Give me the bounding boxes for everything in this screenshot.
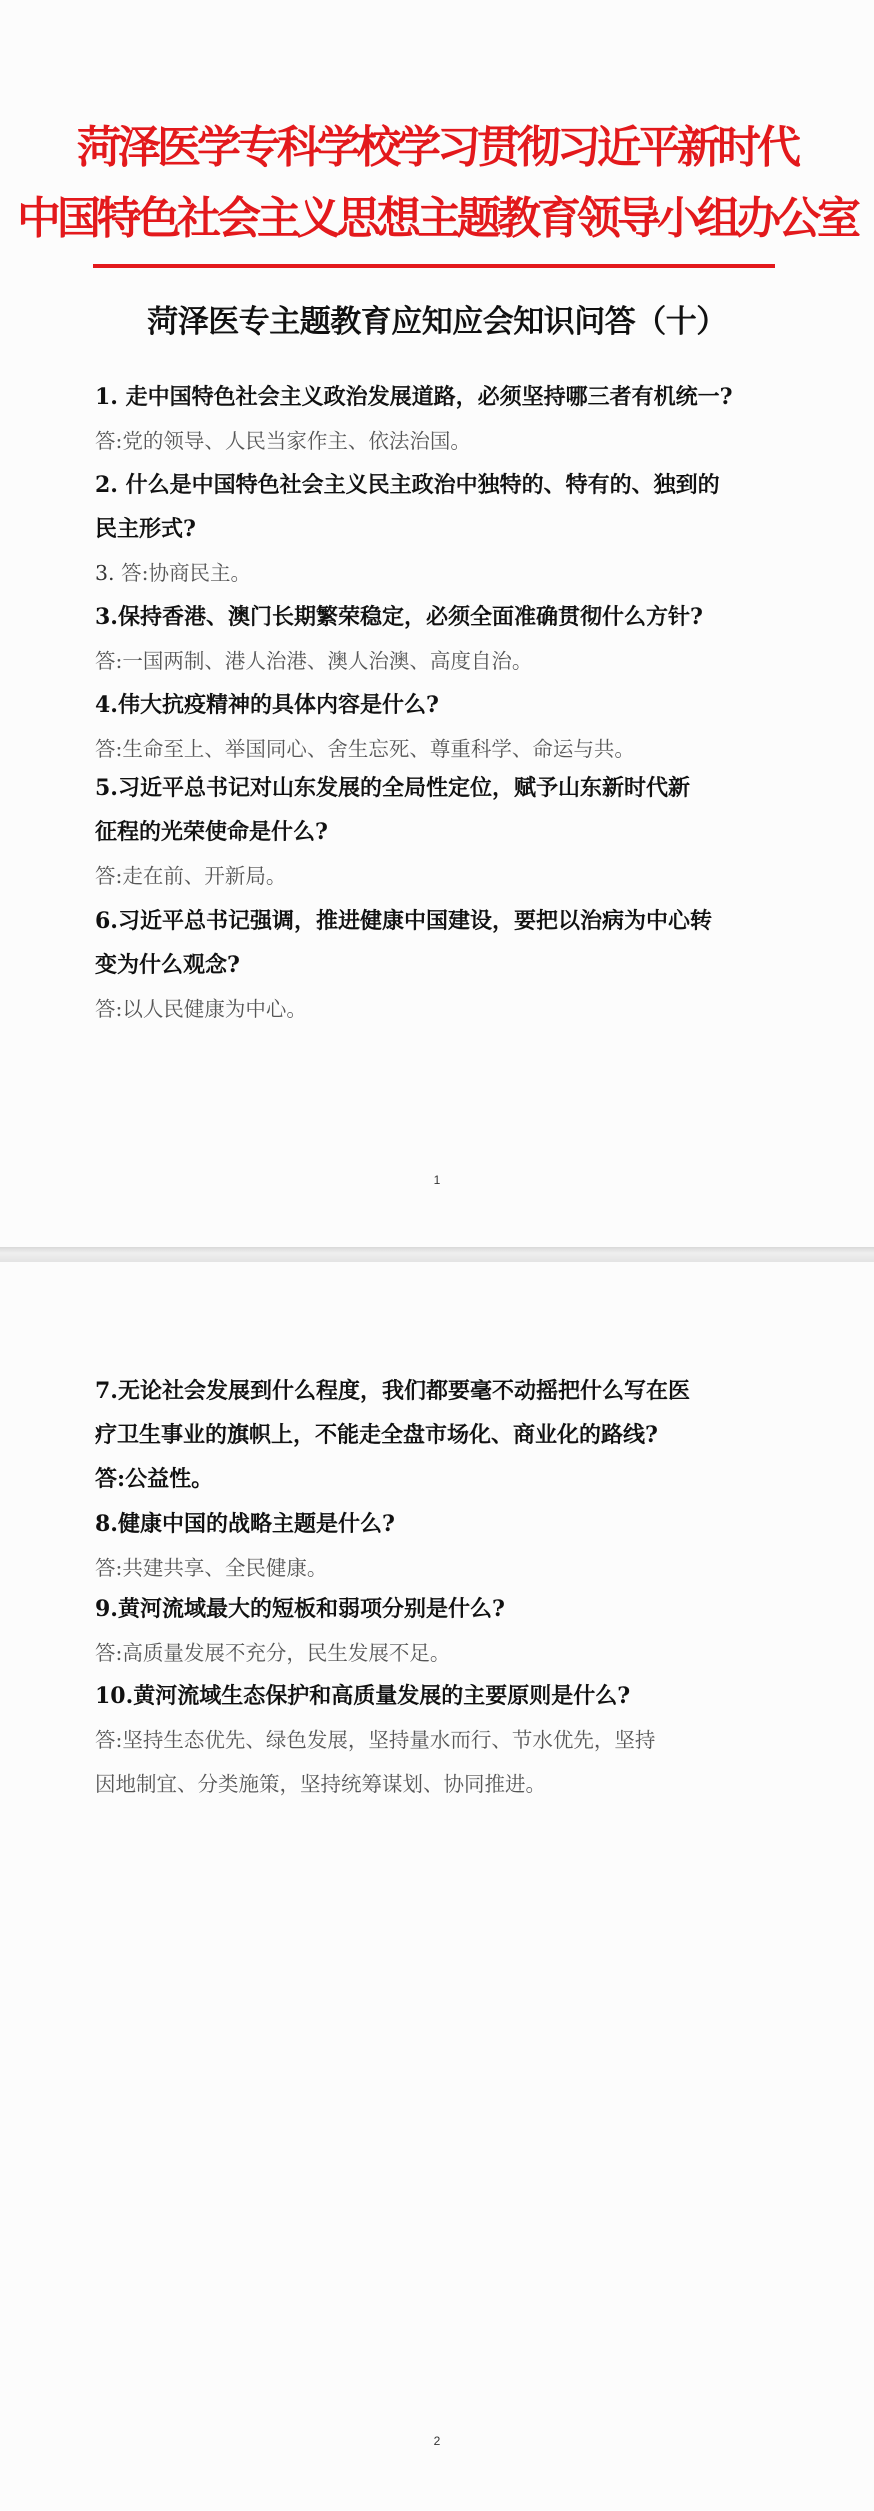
page-number: 1: [433, 1173, 441, 1187]
question-text: 4.伟大抗疫精神的具体内容是什么?: [95, 692, 439, 718]
page-separator: [0, 1247, 874, 1262]
qa-item-4: [95, 683, 815, 771]
question-text-continued: 疗卫生事业的旗帜上，不能走全盘市场化、商业化的路线?: [95, 1422, 658, 1448]
document-page-2: [0, 1262, 874, 2511]
answer-text: 答:党的领导、人民当家作主、依法治国。: [95, 429, 471, 453]
answer-text: 答:以人民健康为中心。: [95, 997, 307, 1021]
red-divider-rule: [93, 264, 775, 268]
office-header-line-2: 中国特色社会主义思想主题教育领导小组办公室: [17, 193, 857, 244]
question-text: 9.黄河流域最大的短板和弱项分别是什么?: [95, 1596, 505, 1622]
office-header-line-1: 菏泽医学专科学校学习贯彻习近平新时代: [77, 122, 797, 173]
question-text: 10.黄河流域生态保护和高质量发展的主要原则是什么?: [95, 1683, 631, 1709]
page-number: 2: [433, 2434, 441, 2448]
answer-text: [95, 551, 815, 595]
answer-text: 答:共建共享、全民健康。: [95, 1556, 328, 1580]
qa-item-3: [95, 595, 815, 683]
document-title: 菏泽医专主题教育应知应会知识问答（十）: [147, 304, 727, 340]
question-text-continued: 民主形式?: [95, 516, 196, 542]
qa-item-7: [95, 1369, 815, 1501]
answer-text: 答:坚持生态优先、绿色发展，坚持量水而行、节水优先，坚持: [95, 1728, 656, 1752]
answer-text-continued: 因地制宜、分类施策，坚持统筹谋划、协同推进。: [95, 1772, 546, 1796]
document-page-1: [0, 0, 874, 1247]
question-text-continued: 征程的光荣使命是什么?: [95, 819, 328, 845]
qa-item-10: [95, 1674, 815, 1806]
qa-item-1: [95, 375, 815, 463]
question-text: 8.健康中国的战略主题是什么?: [95, 1511, 395, 1537]
answer-text: 答:走在前、开新局。: [95, 864, 287, 888]
answer-stray-number: 3.: [95, 561, 122, 585]
qa-item-8: [95, 1502, 815, 1590]
answer-body: 答:协商民主。: [121, 561, 251, 585]
question-text: 6.习近平总书记强调，推进健康中国建设，要把以治病为中心转: [95, 908, 712, 934]
question-text: 3.保持香港、澳门长期繁荣稳定，必须全面准确贯彻什么方针?: [95, 604, 703, 630]
answer-text: 答:高质量发展不充分，民生发展不足。: [95, 1641, 451, 1665]
qa-item-5: [95, 766, 815, 898]
qa-item-6: [95, 899, 815, 1031]
question-text: 2. 什么是中国特色社会主义民主政治中独特的、特有的、独到的: [95, 472, 720, 498]
answer-text: 答:公益性。: [95, 1466, 214, 1492]
question-text: 1. 走中国特色社会主义政治发展道路，必须坚持哪三者有机统一?: [95, 384, 733, 410]
question-text: 5.习近平总书记对山东发展的全局性定位，赋予山东新时代新: [95, 775, 690, 801]
question-text-continued: 变为什么观念?: [95, 952, 240, 978]
question-text: 7.无论社会发展到什么程度，我们都要毫不动摇把什么写在医: [95, 1378, 690, 1404]
qa-item-2: [95, 463, 815, 595]
qa-item-9: [95, 1587, 815, 1675]
answer-text: 答:生命至上、举国同心、舍生忘死、尊重科学、命运与共。: [95, 737, 635, 761]
answer-text: 答:一国两制、港人治港、澳人治澳、高度自治。: [95, 649, 533, 673]
